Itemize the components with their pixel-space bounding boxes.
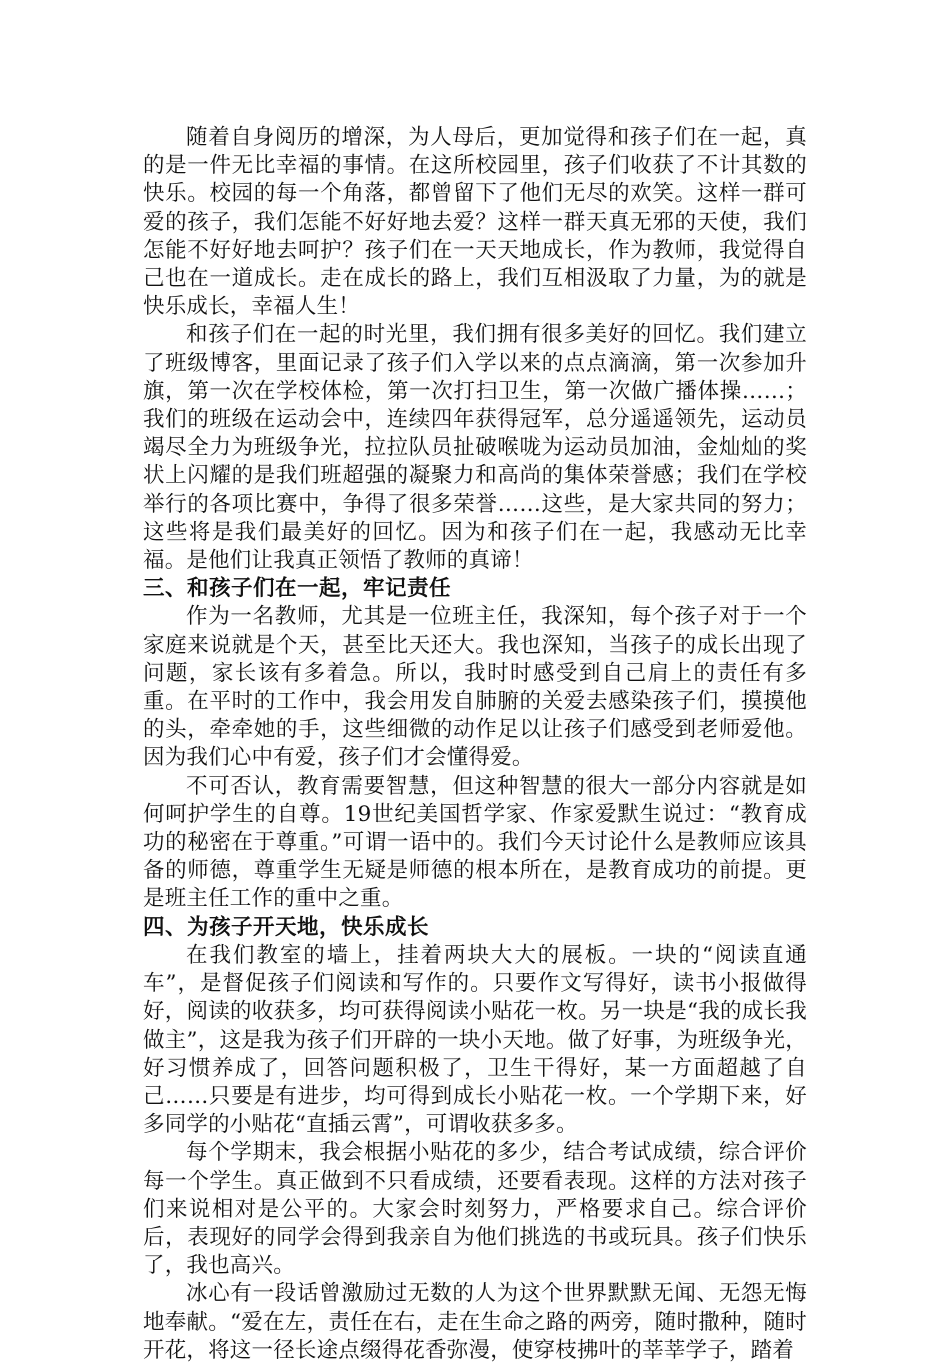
paragraph-evaluation: 每个学期末，我会根据小贴花的多少，结合考试成绩，综合评价每一个学生。真正做到不只看成绩，还要看表现。这样的方法对孩子们来说相对是公平的。大家会时刻努力，严格要求自己。综合评价后，表现好的同学会得到我亲自为他们挑选的书或玩具。孩子们快乐了，我也高兴。 (143, 1140, 807, 1279)
paragraph-bingxin-quote: 冰心有一段话曾激励过无数的人为这个世界默默无闻、无怨无悔地奉献。“爱在左，责任在右，走在生命之路的两旁，随时撒种，随时开花，将这一径长途点缀得花香弥漫，使穿枝拂叶的莘莘学子，踏着 (143, 1281, 807, 1363)
paragraph-growing-together: 随着自身阅历的增深，为人母后，更加觉得和孩子们在一起，真的是一件无比幸福的事情。在这所校园里，孩子们收获了不计其数的快乐。校园的每一个角落，都曾留下了他们无尽的欢笑。这样一群可爱的孩子，我们怎能不好好地去爱？这样一群天真无邪的天使，我们怎能不好好地去呵护？孩子们在一天天地成长，作为教师，我觉得自己也在一道成长。走在成长的路上，我们互相汲取了力量，为的就是快乐成长，幸福人生！ (143, 125, 807, 320)
document-page (143, 124, 807, 1365)
paragraph-display-boards: 在我们教室的墙上，挂着两块大大的展板。一块的“阅读直通车”，是督促孩子们阅读和写作的。只要作文写得好，读书小报做得好，阅读的收获多，均可获得阅读小贴花一枚。另一块是“我的成长我做主”，这是我为孩子们开辟的一块小天地。做了好事，为班级争光，好习惯养成了，回答问题积极了，卫生干得好，某一方面超越了自己……只要是有进步，均可得到成长小贴花一枚。一个学期下来，好多同学的小贴花“直插云霄”，可谓收获多多。 (143, 942, 807, 1138)
paragraph-respect: 不可否认，教育需要智慧，但这种智慧的很大一部分内容就是如何呵护学生的自尊。19世纪美国哲学家、作家爱默生说过：“教育成功的秘密在于尊重。”可谓一语中的。我们今天讨论什么是教师应该具备的师德，尊重学生无疑是师德的根本所在，是教育成功的前提。更是班主任工作的重中之重。 (143, 773, 807, 912)
section-heading-happy-growth: 四、为孩子开天地，快乐成长 (143, 914, 430, 940)
paragraph-memories: 和孩子们在一起的时光里，我们拥有很多美好的回忆。我们建立了班级博客，里面记录了孩子们入学以来的点点滴滴，第一次参加升旗，第一次在学校体检，第一次打扫卫生，第一次做广播体操……；我们的班级在运动会中，连续四年获得冠军，总分遥遥领先，运动员竭尽全力为班级争光，拉拉队员扯破喉咙为运动员加油，金灿灿的奖状上闪耀的是我们班超强的凝聚力和高尚的集体荣誉感；我们在学校举行的各项比赛中，争得了很多荣誉……这些，是大家共同的努力；这些将是我们最美好的回忆。因为和孩子们在一起，我感动无比幸福。是他们让我真正领悟了教师的真谛！ (143, 322, 807, 574)
section-heading-responsibility: 三、和孩子们在一起，牢记责任 (143, 576, 452, 602)
paragraph-responsibility: 作为一名教师，尤其是一位班主任，我深知，每个孩子对于一个家庭来说就是个天，甚至比天还大。我也深知，当孩子的成长出现了问题，家长该有多着急。所以，我时时感受到自己肩上的责任有多重。在平时的工作中，我会用发自肺腑的关爱去感染孩子们，摸摸他的头，牵牵她的手，这些细微的动作足以让孩子们感受到老师爱他。因为我们心中有爱，孩子们才会懂得爱。 (143, 604, 807, 771)
